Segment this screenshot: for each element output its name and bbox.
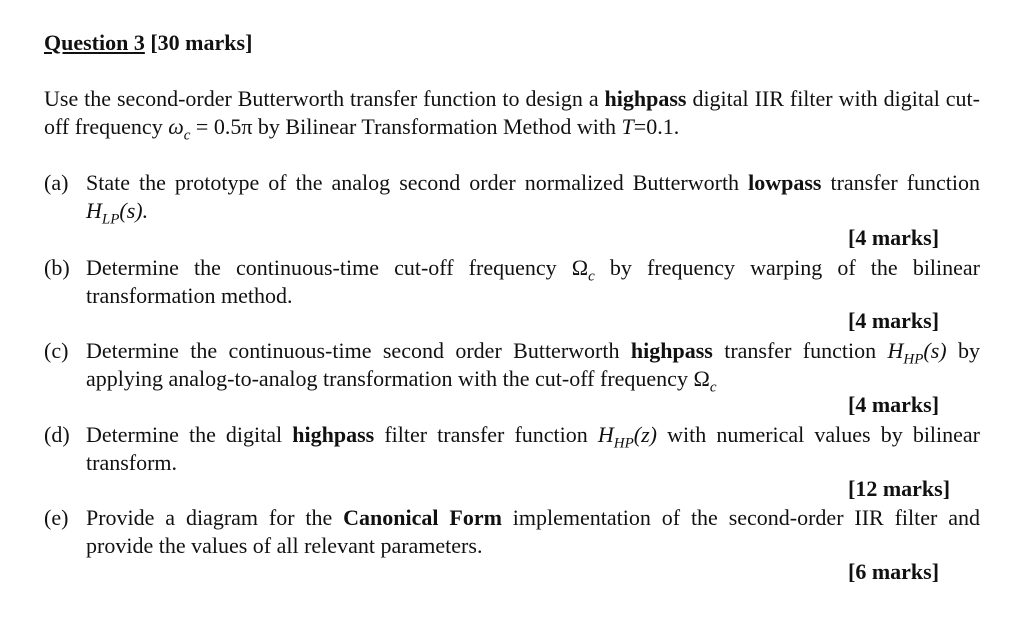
part-a-label: (a) — [44, 170, 69, 195]
question-total-marks: [30 marks] — [150, 30, 253, 55]
part-d-h-symbol: H — [597, 422, 614, 447]
part-d — [44, 421, 980, 477]
part-d-text-1: Determine the digital — [86, 422, 293, 447]
part-c-h-symbol: H — [887, 338, 904, 363]
intro-text-4: =0.1. — [633, 114, 680, 139]
part-b-marks: [4 marks] — [848, 308, 940, 333]
part-a-h-argument: (s). — [119, 198, 149, 223]
intro-bold-highpass: highpass — [604, 86, 687, 111]
sampling-period-symbol: T — [621, 114, 634, 139]
omega-symbol: ω — [168, 114, 184, 139]
part-d-marks: [12 marks] — [848, 476, 951, 501]
part-a-h-symbol: H — [86, 198, 102, 223]
part-c-omega-subscript: c — [709, 379, 717, 396]
part-c-label: (c) — [44, 338, 69, 363]
part-c-text-3: by applying analog-to-analog transformation with the cut-off frequency — [86, 338, 980, 391]
part-e-text — [86, 504, 980, 560]
part-e-text-1: Provide a diagram for the — [86, 505, 344, 530]
part-a-text-1: State the prototype of the analog second order normalized Butterworth — [86, 170, 749, 195]
part-b-omega-subscript: c — [588, 268, 595, 285]
part-e-marks: [6 marks] — [848, 559, 940, 584]
omega-subscript: c — [183, 127, 191, 144]
part-c — [44, 337, 980, 396]
part-b-text-2: by frequency warping of the bilinear transformation method. — [86, 255, 981, 308]
intro-text-1: Use the second-order Butterworth transfer function to design a — [44, 86, 605, 111]
part-b — [44, 254, 980, 310]
part-a-text — [86, 169, 981, 228]
part-a-bold-lowpass: lowpass — [748, 170, 822, 195]
part-b-text — [86, 254, 980, 310]
part-c-omega-symbol: Ω — [693, 366, 710, 391]
part-c-h-subscript: HP — [903, 351, 924, 368]
part-b-text-1: Determine the continuous-time cut-off frequency — [86, 255, 572, 280]
part-d-h-argument: (z) — [633, 422, 658, 447]
part-d-text — [86, 421, 980, 477]
question-number: Question 3 — [44, 30, 145, 55]
part-a — [44, 169, 981, 228]
intro-text-3: = 0.5π by Bilinear Transformation Method with — [190, 114, 622, 139]
part-d-label: (d) — [44, 422, 70, 447]
part-c-text-1: Determine the continuous-time second order Butterworth — [86, 338, 631, 363]
part-e-text-2: implementation of the second-order IIR filter and provide the values of all relevant parameters. — [86, 505, 980, 558]
part-c-bold-highpass: highpass — [630, 338, 713, 363]
part-c-marks: [4 marks] — [848, 392, 940, 417]
part-d-h-subscript: HP — [613, 435, 634, 452]
part-e-bold-canonical-form: Canonical Form — [343, 505, 502, 530]
part-d-text-3: with numerical values by bilinear transform. — [86, 422, 981, 475]
part-d-text-2: filter transfer function — [374, 422, 598, 447]
part-a-text-2: transfer function — [821, 170, 981, 195]
part-e — [44, 504, 980, 560]
part-c-text-2: transfer function — [712, 338, 888, 363]
question-heading — [44, 30, 252, 56]
part-c-h-argument: (s) — [923, 338, 947, 363]
part-b-label: (b) — [44, 255, 70, 280]
question-intro — [44, 85, 980, 144]
part-c-text — [86, 337, 980, 396]
part-d-bold-highpass: highpass — [292, 422, 375, 447]
intro-text-2: digital IIR filter with digital cut-off frequency — [44, 86, 980, 139]
part-a-h-subscript: LP — [101, 211, 120, 228]
part-e-label: (e) — [44, 505, 69, 530]
part-a-marks: [4 marks] — [848, 225, 940, 250]
part-b-omega-symbol: Ω — [571, 255, 589, 280]
